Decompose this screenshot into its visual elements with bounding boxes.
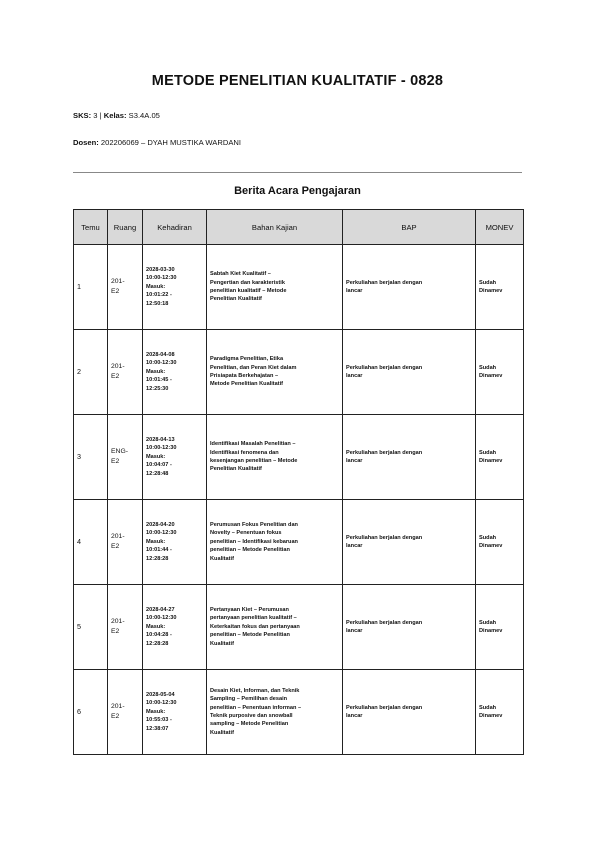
cell-bahan-kajian-line: penelitian – Identifikasi kebaruan — [210, 538, 298, 545]
cell-bahan-kajian-line: Sampling – Pemilihan desain — [210, 696, 288, 703]
cell-bap-line: lancar — [346, 628, 363, 634]
cell-temu: 4 — [74, 500, 108, 585]
cell-ruang-line: 201- — [111, 702, 125, 710]
cell-kehadiran-line: 2028-04-27 — [146, 607, 175, 614]
cell-bap — [343, 415, 476, 500]
cell-kehadiran — [143, 670, 207, 755]
cell-kehadiran — [143, 585, 207, 670]
cell-bahan-kajian-line: sampling – Metode Penelitian — [210, 721, 289, 728]
cell-bahan-kajian-line: penelitian kualitatif – Metode — [210, 288, 287, 294]
cell-kehadiran-line: 10:00-12:30 — [146, 360, 177, 367]
cell-bahan-kajian-line: Teknik purposive dan snowball — [210, 713, 293, 719]
cell-bahan-kajian — [207, 585, 343, 670]
cell-bap-line: lancar — [346, 713, 363, 719]
table-row — [74, 245, 524, 330]
cell-bahan-kajian-line: Pertanyaan Kiet – Perumusan — [210, 607, 289, 614]
cell-bahan-kajian-line: Kualitatif — [210, 555, 234, 562]
cell-monev-line: Sudah — [479, 364, 497, 371]
cell-bahan-kajian-line: Paradigma Penelitian, Etika — [210, 356, 284, 363]
cell-bahan-kajian — [207, 245, 343, 330]
table-row — [74, 670, 524, 755]
cell-bahan-kajian-line: Penelitian Kualitatif — [210, 466, 262, 473]
cell-kehadiran-line: 12:25:30 — [146, 385, 169, 392]
header-kehadiran: Kehadiran — [143, 210, 207, 245]
cell-bap-line: Perkuliahan berjalan dengan — [346, 279, 423, 286]
cell-bahan-kajian-line: Kualitatif — [210, 640, 234, 647]
cell-bahan-kajian-line: Kualitatif — [210, 729, 234, 736]
cell-ruang-line: E2 — [111, 373, 120, 380]
cell-monev — [476, 670, 524, 755]
meta-separator: | — [99, 111, 104, 120]
cell-kehadiran-line: 2028-05-04 — [146, 692, 175, 699]
cell-ruang-line: E2 — [111, 628, 120, 635]
cell-kehadiran-line: 10:00-12:30 — [146, 275, 177, 282]
cell-kehadiran-line: 10:00-12:30 — [146, 615, 177, 622]
cell-ruang — [108, 330, 143, 415]
cell-kehadiran-line: Masuk: — [146, 283, 166, 290]
divider — [73, 172, 522, 173]
cell-kehadiran-line: 2028-03-30 — [146, 267, 175, 274]
lecturer-meta — [73, 138, 241, 147]
cell-bap — [343, 245, 476, 330]
cell-ruang — [108, 245, 143, 330]
header-ruang: Ruang — [108, 210, 143, 245]
cell-ruang-line: 201- — [111, 532, 125, 540]
cell-bahan-kajian — [207, 415, 343, 500]
cell-ruang — [108, 500, 143, 585]
table-row — [74, 585, 524, 670]
cell-temu: 6 — [74, 670, 108, 755]
section-title: Berita Acara Pengajaran — [234, 185, 361, 197]
cell-bahan-kajian-line: Sabtah Kiet Kualitatif – — [210, 271, 271, 278]
cell-monev-line: Dinamev — [479, 543, 503, 549]
cell-ruang-line: 201- — [111, 277, 125, 285]
cell-bahan-kajian-line: Penelitian, dan Peran Kiet dalam — [210, 364, 297, 371]
cell-ruang-line: E2 — [111, 288, 120, 295]
cell-kehadiran-line: 12:28:28 — [146, 640, 169, 647]
table-row — [74, 415, 524, 500]
cell-kehadiran-line: 10:00-12:30 — [146, 530, 177, 537]
cell-monev-line: Dinamev — [479, 458, 503, 464]
cell-ruang-line: ENG- — [111, 447, 128, 455]
cell-ruang-line: E2 — [111, 458, 120, 465]
cell-kehadiran-line: 10:01:44 - — [146, 547, 172, 554]
cell-bahan-kajian-line: Perumusan Fokus Penelitian dan — [210, 522, 298, 529]
cell-bap-line: Perkuliahan berjalan dengan — [346, 534, 423, 541]
cell-bahan-kajian-line: Novelty – Penentuan fokus — [210, 530, 282, 537]
cell-kehadiran-line: Masuk: — [146, 708, 166, 715]
cell-bahan-kajian-line: Metode Penelitian Kualitatif — [210, 381, 284, 388]
cell-bahan-kajian-line: penelitian – Metode Penelitian — [210, 547, 290, 554]
cell-bahan-kajian — [207, 330, 343, 415]
cell-bahan-kajian-line: Desain Kiet, Informan, dan Teknik — [210, 687, 300, 694]
cell-bap-line: lancar — [346, 373, 363, 379]
cell-kehadiran-line: 10:55:03 - — [146, 717, 172, 724]
cell-bap — [343, 670, 476, 755]
cell-kehadiran — [143, 500, 207, 585]
sks-label: SKS: — [73, 111, 92, 120]
cell-bap-line: Perkuliahan berjalan dengan — [346, 704, 423, 711]
cell-kehadiran-line: 2028-04-20 — [146, 522, 175, 529]
cell-kehadiran-line: Masuk: — [146, 368, 166, 375]
kelas-label: Kelas: — [103, 111, 127, 120]
cell-kehadiran — [143, 330, 207, 415]
cell-kehadiran-line: 10:00-12:30 — [146, 445, 177, 452]
cell-monev-line: Sudah — [479, 449, 497, 456]
table-header-row — [74, 210, 524, 245]
cell-bahan-kajian-line: Pengertian dan karakteristik — [210, 279, 285, 286]
header-temu: Temu — [74, 210, 108, 245]
cell-bahan-kajian-line: penelitian – Penentuan informan – — [210, 704, 302, 711]
cell-kehadiran-line: 10:01:45 - — [146, 377, 172, 384]
teaching-record-table — [73, 209, 524, 755]
cell-temu: 1 — [74, 245, 108, 330]
cell-temu: 2 — [74, 330, 108, 415]
course-meta — [73, 111, 160, 120]
cell-ruang — [108, 585, 143, 670]
cell-temu: 5 — [74, 585, 108, 670]
header-bap: BAP — [343, 210, 476, 245]
cell-kehadiran-line: Masuk: — [146, 453, 166, 460]
cell-ruang-line: 201- — [111, 362, 125, 370]
cell-ruang — [108, 670, 143, 755]
cell-kehadiran-line: 10:04:28 - — [146, 632, 172, 639]
cell-bahan-kajian — [207, 500, 343, 585]
cell-kehadiran-line: 2028-04-13 — [146, 437, 175, 444]
cell-bahan-kajian-line: Keterkaitan fokus dan pertanyaan — [210, 623, 300, 630]
cell-bahan-kajian-line: pertanyaan penelitian kualitatif – — [210, 615, 297, 622]
cell-monev — [476, 245, 524, 330]
cell-kehadiran-line: Masuk: — [146, 538, 166, 545]
dosen-label: Dosen: — [73, 138, 99, 147]
cell-monev — [476, 585, 524, 670]
cell-bap — [343, 585, 476, 670]
cell-monev-line: Dinamev — [479, 628, 503, 634]
cell-bap-line: lancar — [346, 288, 363, 294]
cell-kehadiran — [143, 245, 207, 330]
header-monev: MONEV — [476, 210, 524, 245]
cell-kehadiran-line: 10:00-12:30 — [146, 700, 177, 707]
cell-kehadiran — [143, 415, 207, 500]
cell-bahan-kajian — [207, 670, 343, 755]
cell-monev — [476, 330, 524, 415]
cell-bahan-kajian-line: kesenjangan penelitian – Metode — [210, 458, 298, 464]
cell-monev — [476, 415, 524, 500]
cell-bap-line: Perkuliahan berjalan dengan — [346, 619, 423, 626]
table-row — [74, 330, 524, 415]
cell-kehadiran-line: 10:01:22 - — [146, 292, 172, 299]
header-bahan-kajian: Bahan Kajian — [207, 210, 343, 245]
cell-monev-line: Dinamev — [479, 713, 503, 719]
table-row — [74, 500, 524, 585]
cell-bap-line: lancar — [346, 458, 363, 464]
cell-monev — [476, 500, 524, 585]
cell-ruang-line: E2 — [111, 543, 120, 550]
sks-value: 3 — [93, 111, 98, 120]
cell-monev-line: Sudah — [479, 279, 497, 286]
cell-bap-line: Perkuliahan berjalan dengan — [346, 364, 423, 371]
cell-bahan-kajian-line: Identifikasi fenomena dan — [210, 449, 279, 456]
cell-temu: 3 — [74, 415, 108, 500]
cell-monev-line: Sudah — [479, 619, 497, 626]
document-title: METODE PENELITIAN KUALITATIF - 0828 — [151, 73, 444, 89]
cell-bahan-kajian-line: penelitian – Metode Penelitian — [210, 632, 290, 639]
cell-bap-line: Perkuliahan berjalan dengan — [346, 449, 423, 456]
cell-kehadiran-line: 12:50:18 — [146, 300, 169, 307]
cell-ruang-line: 201- — [111, 617, 125, 625]
cell-bahan-kajian-line: Identifikasi Masalah Penelitian – — [210, 441, 296, 448]
kelas-value: S3.4A.05 — [128, 111, 160, 120]
cell-kehadiran-line: Masuk: — [146, 623, 166, 630]
cell-kehadiran-line: 12:28:48 — [146, 470, 169, 477]
cell-ruang-line: E2 — [111, 713, 120, 720]
cell-ruang — [108, 415, 143, 500]
dosen-value: 202206069 – DYAH MUSTIKA WARDANI — [100, 138, 241, 147]
cell-kehadiran-line: 12:28:28 — [146, 555, 169, 562]
cell-kehadiran-line: 2028-04-08 — [146, 352, 175, 359]
cell-bap — [343, 500, 476, 585]
cell-kehadiran-line: 12:38:07 — [146, 725, 169, 732]
cell-bap-line: lancar — [346, 543, 363, 549]
cell-kehadiran-line: 10:04:07 - — [146, 462, 172, 469]
cell-bap — [343, 330, 476, 415]
cell-monev-line: Sudah — [479, 704, 497, 711]
cell-monev-line: Dinamev — [479, 288, 503, 294]
cell-bahan-kajian-line: Prisiapata Berkehajatan – — [210, 373, 279, 379]
cell-monev-line: Dinamev — [479, 373, 503, 379]
cell-bahan-kajian-line: Penelitian Kualitatif — [210, 296, 262, 303]
cell-monev-line: Sudah — [479, 534, 497, 541]
